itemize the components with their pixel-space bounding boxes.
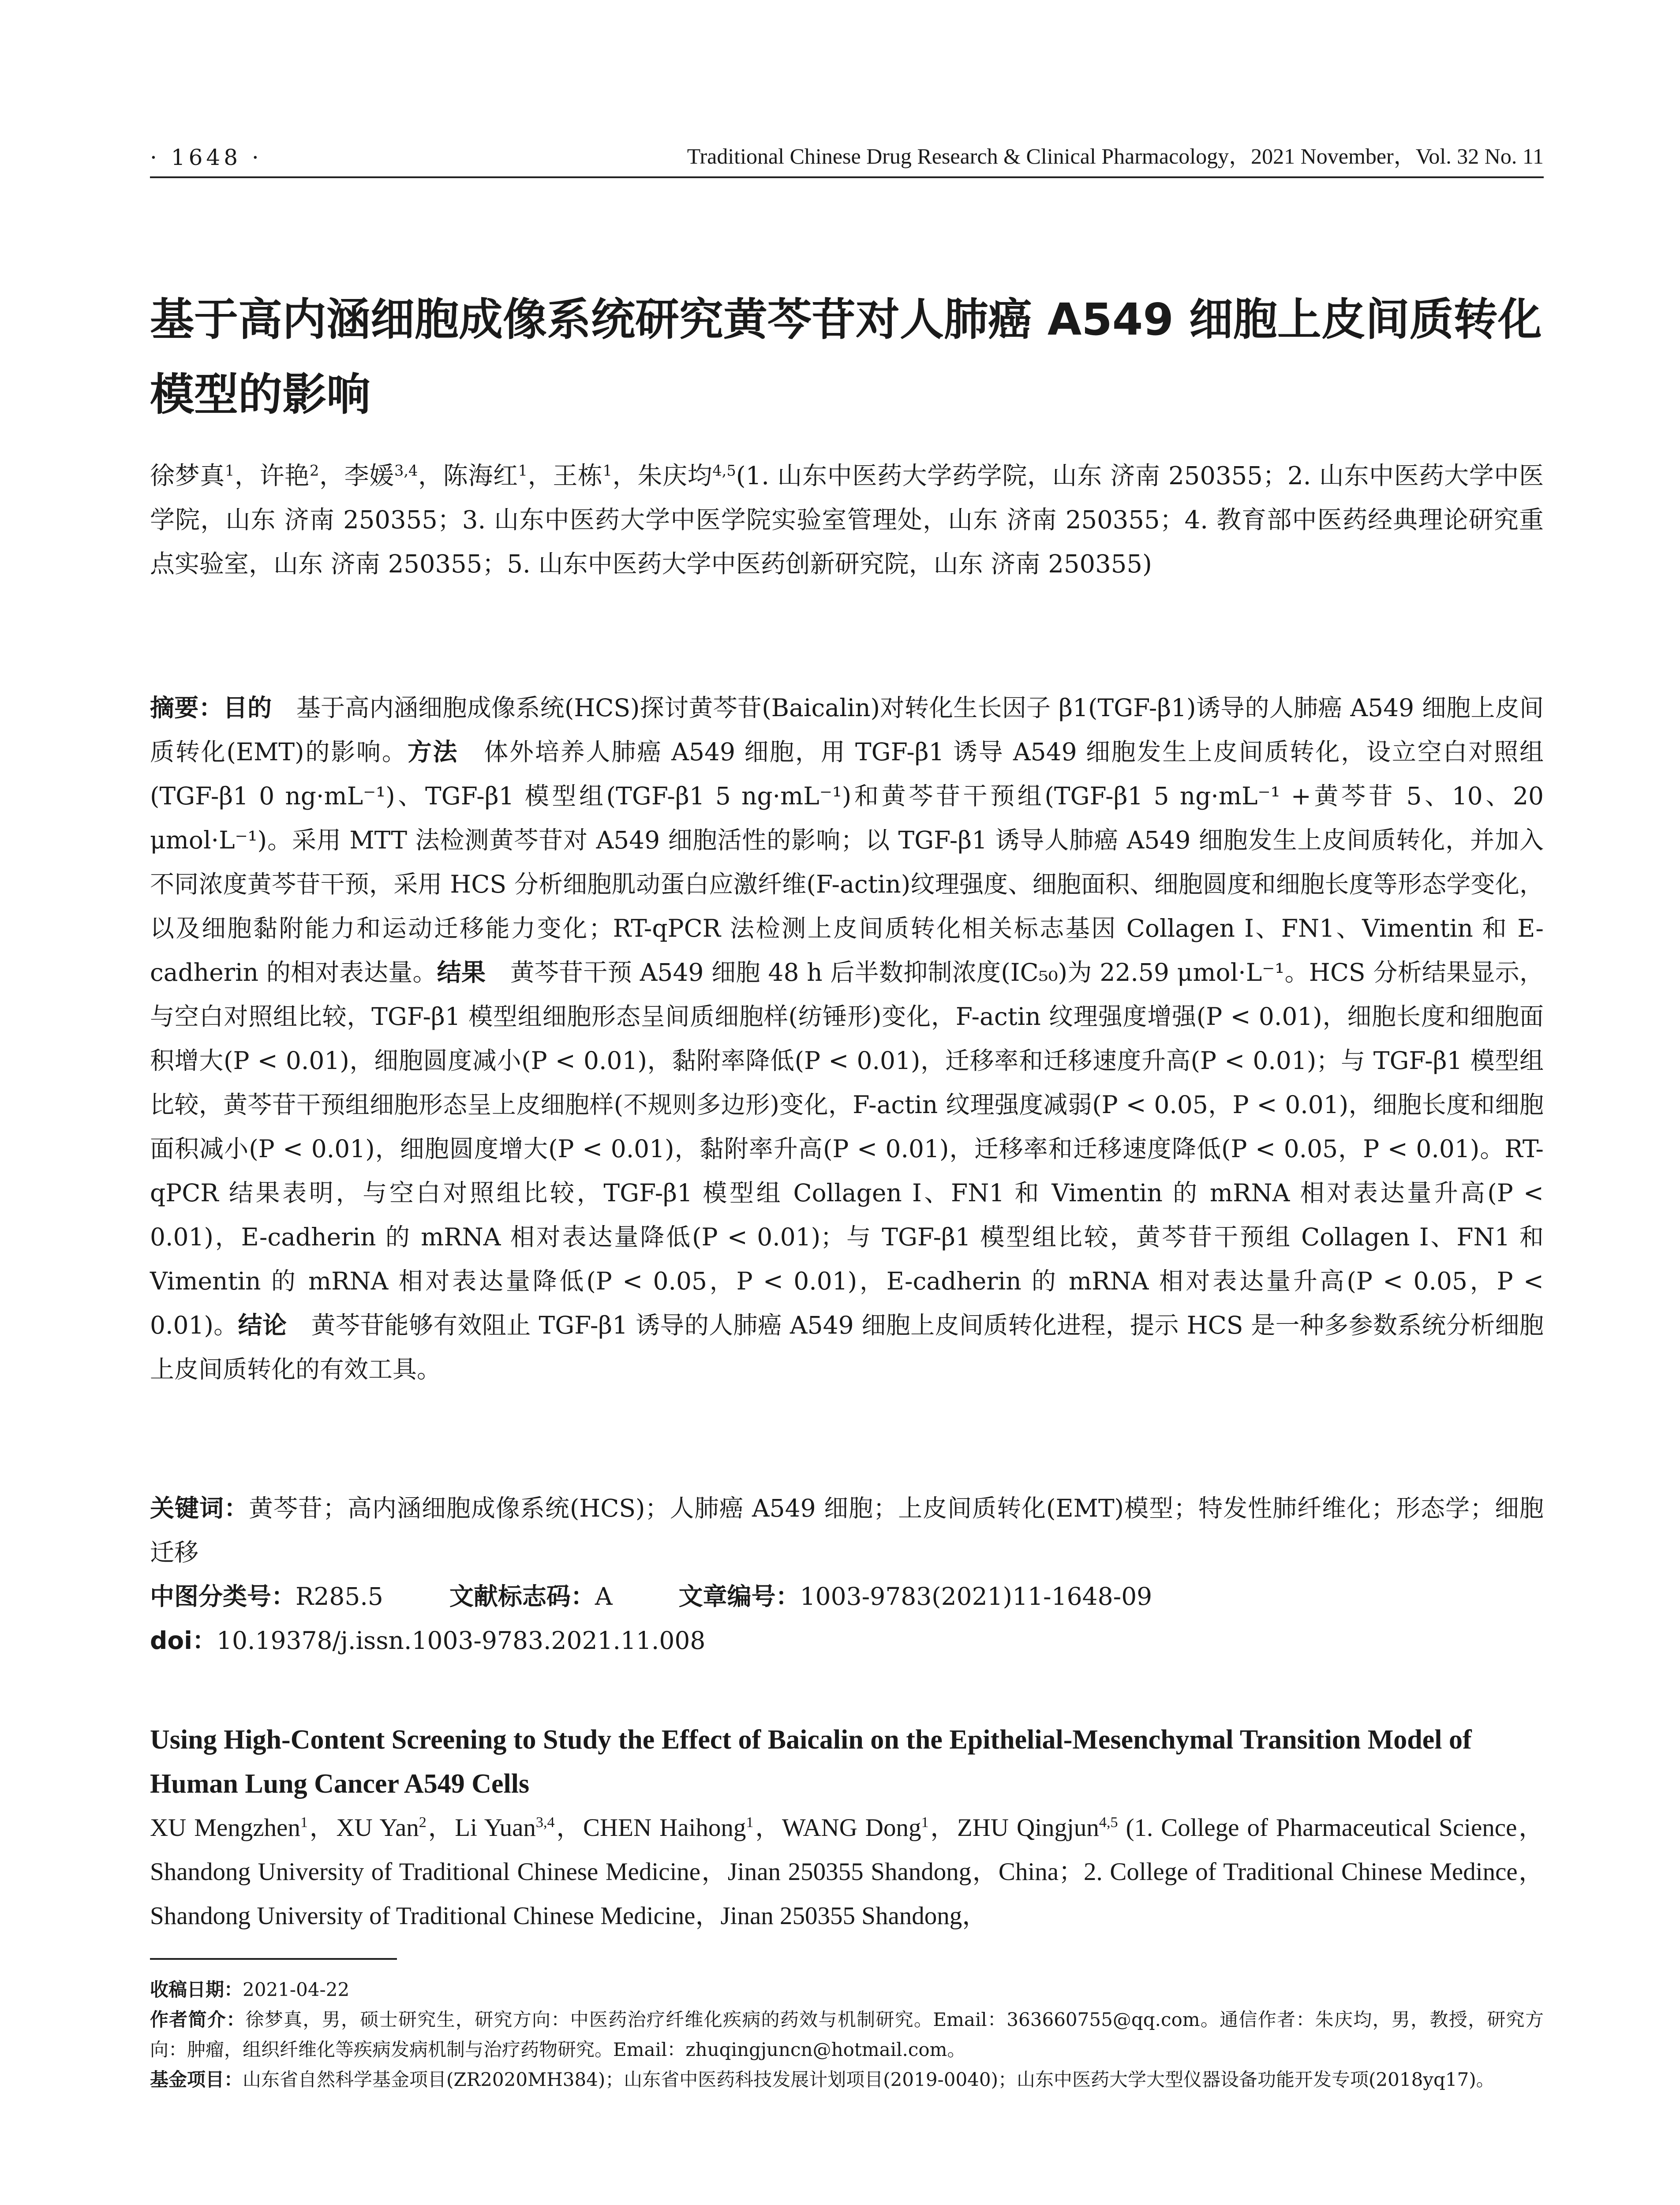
keywords-label: 关键词： — [150, 1494, 249, 1522]
affiliations-en: (1. College of Pharmaceutical Science，Shandong University of Traditional Chinese Medicine，Jinan 250355 Shandong，China；2. College of Traditional Chinese Medince，Shandong University of Traditional Chinese Medicine，Jinan 250355 Shandong， — [150, 1814, 1544, 1930]
article-number-item — [679, 1582, 1152, 1611]
author-affiliation-mark: 1 — [300, 1814, 308, 1831]
affiliations-cn: (1. 山东中医药大学药学院，山东 济南 250355；2. 山东中医药大学中医学院，山东 济南 250355；3. 山东中医药大学中医学院实验室管理处，山东 济南 250355；4. 教育部中医药经典理论研究重点实验室，山东 济南 250355；5. 山东中医药大学中医药创新研究院，山东 济南 250355) — [150, 462, 1544, 579]
author-affiliation-mark: 4,5 — [1099, 1814, 1118, 1831]
abstract — [150, 686, 1544, 1391]
author-block-en: XU Mengzhen$^1$，XU Yan$^2$，Li Yuan$^{3,4}$，CHEN Haihong$^1$，WANG Dong$^1$，ZHU Qingjun$^{4,5}$ (1. College of Pharmaceutical Science，Shandong University of Traditional Chinese Medicine，Jinan 250355 Shandong，China；2. College of Traditional Chinese Medince，Shandong University of Traditional Chinese Medicine，Jinan 250355 Shandong， — [150, 1814, 1544, 1930]
page-number: · 1648 · — [150, 145, 262, 170]
methods-label: 方法 — [407, 738, 459, 766]
doc-code-item — [449, 1582, 613, 1611]
journal-citation: Traditional Chinese Drug Research & Clinical Pharmacology，2021 November，Vol. 32 No. 11 — [687, 144, 1544, 168]
author-name: 王栋 — [553, 462, 603, 490]
paper-page — [150, 0, 1544, 2205]
funding-label: 基金项目： — [150, 2069, 243, 2090]
bio-text: 徐梦真，男，硕士研究生，研究方向：中医药治疗纤维化疾病的药效与机制研究。Email：363660755@qq.com。通信作者：朱庆均，男，教授，研究方向：肿瘤，组织纤维化等疾病发病机制与治疗药物研究。Email：zhuqingjuncn@hotmail.com。 — [150, 2009, 1544, 2060]
author-name: 朱庆均 — [637, 462, 713, 490]
author-name-en: XU Yan — [336, 1814, 419, 1842]
author-affiliation-mark: 3,4 — [535, 1814, 555, 1831]
clc-item — [150, 1582, 383, 1611]
running-header — [150, 139, 1544, 178]
author-block-cn: 徐梦真$^1$，许艳$^2$，李媛$^{3,4}$，陈海红$^1$，王栋$^1$，朱庆均$^{4,5}$(1. 山东中医药大学药学院，山东 济南 250355；2. 山东中医药大学中医学院，山东 济南 250355；3. 山东中医药大学中医学院实验室管理处，山东 济南 250355；4. 教育部中医药经典理论研究重点实验室，山东 济南 250355；5. 山东中医药大学中医药创新研究院，山东 济南 250355) — [150, 462, 1544, 579]
author-affiliation-mark: 1 — [518, 462, 528, 479]
article-title-cn: 基于高内涵细胞成像系统研究黄芩苷对人肺癌 A549 细胞上皮间质转化模型的影响 — [150, 294, 1542, 420]
author-affiliation-mark: 1 — [602, 462, 613, 479]
author-affiliation-mark: 2 — [309, 462, 319, 479]
article-number-value: 1003-9783(2021)11-1648-09 — [800, 1582, 1152, 1611]
author-affiliation-mark: 3,4 — [394, 462, 418, 479]
footnote-received — [150, 1975, 1544, 2005]
keywords — [150, 1486, 1544, 1574]
methods-text: 体外培养人肺癌 A549 细胞，用 TGF-β1 诱导 A549 细胞发生上皮间质转化，设立空白对照组(TGF-β1 0 ng·mL⁻¹)、TGF-β1 模型组(TGF-β1 5 ng·mL⁻¹)和黄芩苷干预组(TGF-β1 5 ng·mL⁻¹ +黄芩苷 5、10、20 μmol·L⁻¹)。采用 MTT 法检测黄芩苷对 A549 细胞活性的影响；以 TGF-β1 诱导人肺癌 A549 细胞发生上皮间质转化，并加入不同浓度黄芩苷干预，采用 HCS 分析细胞肌动蛋白应激纤维(F-actin)纹理强度、细胞面积、细胞圆度和细胞长度等形态学变化，以及细胞黏附能力和运动迁移能力变化；RT-qPCR 法检测上皮间质转化相关标志基因 Collagen I、FN1、Vimentin 和 E-cadherin 的相对表达量。 — [150, 738, 1544, 987]
doc-code-value: A — [595, 1582, 613, 1611]
author-name-en: CHEN Haihong — [583, 1814, 746, 1842]
author-name-en: XU Mengzhen — [150, 1814, 300, 1842]
author-name: 李媛 — [344, 462, 394, 490]
author-affiliation-mark: 1 — [746, 1814, 754, 1831]
received-label: 收稿日期： — [150, 1979, 243, 2000]
clc-value: R285.5 — [296, 1582, 383, 1611]
objective-text: 基于高内涵细胞成像系统(HCS)探讨黄芩苷(Baicalin)对转化生长因子 β1(TGF-β1)诱导的人肺癌 A549 细胞上皮间质转化(EMT)的影响。 — [150, 694, 1544, 766]
article-title-en: Using High-Content Screening to Study the Effect of Baicalin on the Epithelial-Mesenchymal Transition Model of Human Lung Cancer A549 Cells — [150, 1725, 1472, 1799]
doi-label: doi： — [150, 1626, 217, 1655]
results-text: 黄芩苷干预 A549 细胞 48 h 后半数抑制浓度(IC₅₀)为 22.59 μmol·L⁻¹。HCS 分析结果显示，与空白对照组比较，TGF-β1 模型组细胞形态呈间质细胞样(纺锤形)变化，F-actin 纹理强度增强(P < 0.01)，细胞长度和细胞面积增大(P < 0.01)，细胞圆度减小(P < 0.01)，黏附率降低(P < 0.01)，迁移率和迁移速度升高(P < 0.01)；与 TGF-β1 模型组比较，黄芩苷干预组细胞形态呈上皮细胞样(不规则多边形)变化，F-actin 纹理强度减弱(P < 0.05，P < 0.01)，细胞长度和细胞面积减小(P < 0.01)，细胞圆度增大(P < 0.01)，黏附率升高(P < 0.01)，迁移率和迁移速度降低(P < 0.05，P < 0.01)。RT-qPCR 结果表明，与空白对照组比较，TGF-β1 模型组 Collagen Ⅰ、FN1 和 Vimentin 的 mRNA 相对表达量升高(P < 0.01)，E-cadherin 的 mRNA 相对表达量降低(P < 0.01)；与 TGF-β1 模型组比较，黄芩苷干预组 Collagen I、FN1 和 Vimentin 的 mRNA 相对表达量降低(P < 0.05，P < 0.01)，E-cadherin 的 mRNA 相对表达量升高(P < 0.05，P < 0.01)。 — [150, 958, 1544, 1339]
author-affiliation-mark: 1 — [224, 462, 235, 479]
author-affiliation-mark: 4,5 — [712, 462, 736, 479]
author-name-en: ZHU Qingjun — [957, 1814, 1099, 1842]
keywords-text: 黄芩苷；高内涵细胞成像系统(HCS)；人肺癌 A549 细胞；上皮间质转化(EMT)模型；特发性肺纤维化；形态学；细胞迁移 — [150, 1494, 1544, 1566]
abstract-label: 摘要： — [150, 694, 223, 722]
footnote-funding — [150, 2065, 1544, 2095]
doi-value[interactable]: 10.19378/j.issn.1003-9783.2021.11.008 — [217, 1626, 706, 1655]
author-name: 徐梦真 — [150, 462, 225, 490]
funding-text: 山东省自然科学基金项目(ZR2020MH384)；山东省中医药科技发展计划项目(2019-0040)；山东中医药大学大型仪器设备功能开发专项(2018yq17)。 — [243, 2069, 1495, 2090]
clc-label: 中图分类号： — [150, 1582, 296, 1611]
doi-line — [150, 1618, 1544, 1663]
footnote-divider — [150, 1958, 397, 1960]
author-affiliation-mark: 1 — [921, 1814, 929, 1831]
author-name-en: Li Yuan — [455, 1814, 536, 1842]
author-name-en: WANG Dong — [782, 1814, 921, 1842]
author-name: 许艳 — [259, 462, 310, 490]
footnote-author-bio — [150, 2005, 1544, 2065]
author-affiliation-mark: 2 — [419, 1814, 427, 1831]
conclusion-text: 黄芩苷能够有效阻止 TGF-β1 诱导的人肺癌 A549 细胞上皮间质转化进程，提示 HCS 是一种多参数系统分析细胞上皮间质转化的有效工具。 — [150, 1311, 1544, 1383]
received-date: 2021-04-22 — [243, 1979, 350, 2000]
bio-label: 作者简介： — [150, 2009, 246, 2030]
conclusion-label: 结论 — [238, 1311, 287, 1339]
objective-label: 目的 — [223, 694, 272, 722]
doc-code-label: 文献标志码： — [449, 1582, 595, 1611]
author-name: 陈海红 — [443, 462, 518, 490]
classification-line — [150, 1574, 1544, 1618]
article-number-label: 文章编号： — [678, 1582, 800, 1611]
results-label: 结果 — [437, 958, 486, 987]
